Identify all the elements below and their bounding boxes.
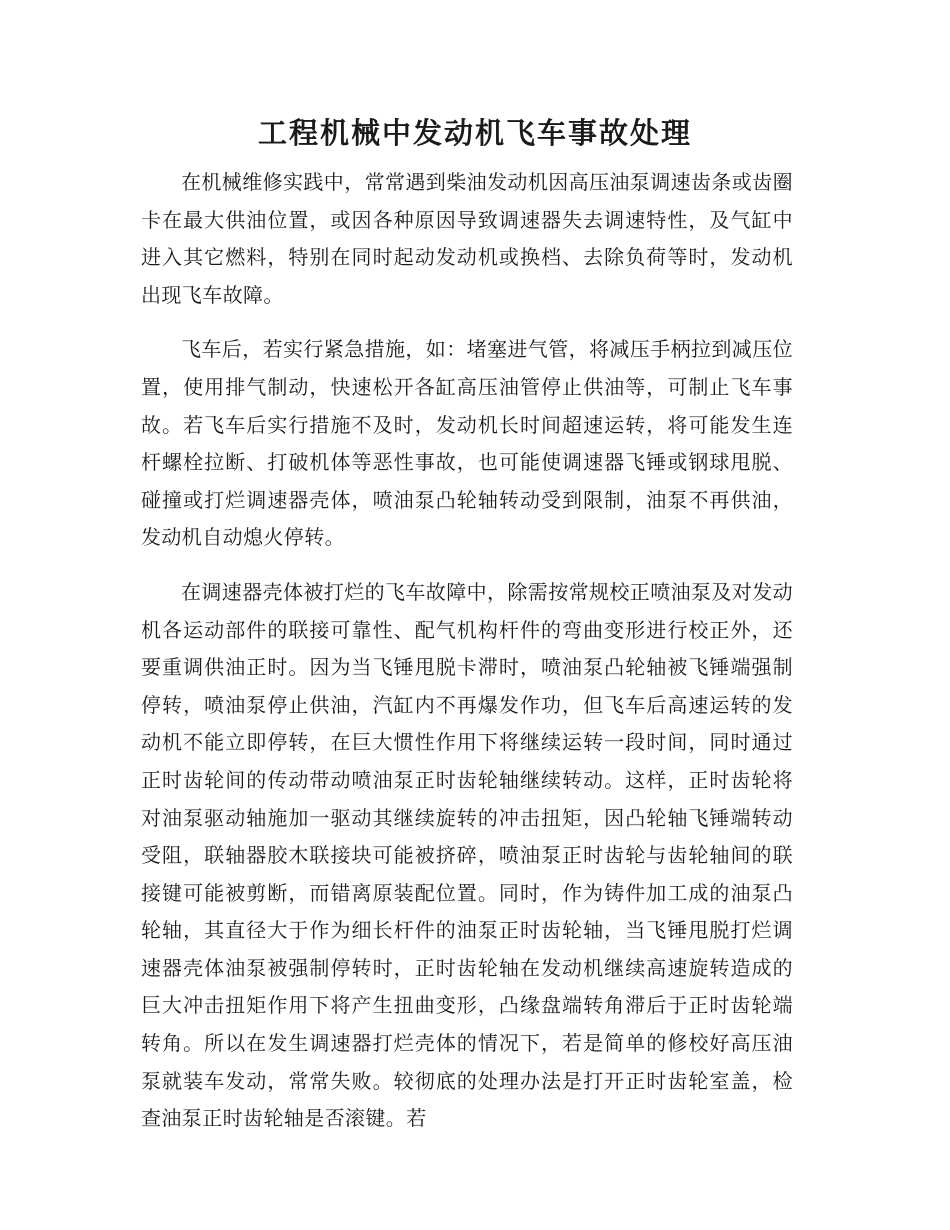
document-title: 工程机械中发动机飞车事故处理 <box>257 116 692 150</box>
document-body <box>141 164 793 1138</box>
paragraph-1: 在机械维修实践中，常常遇到柴油发动机因高压油泵调速齿条或齿圈卡在最大供油位置，或因各种原因导致调速器失去调速特性，及气缸中进入其它燃料，特别在同时起动发动机或换档、去除负荷等时，发动机出现飞车故障。 <box>141 170 793 307</box>
paragraph-3: 在调速器壳体被打烂的飞车故障中，除需按常规校正喷油泵及对发动机各运动部件的联接可靠性、配气机构杆件的弯曲变形进行校正外，还要重调供油正时。因为当飞锤甩脱卡滞时，喷油泵凸轮轴被飞锤端强制停转，喷油泵停止供油，汽缸内不再爆发作功，但飞车后高速运转的发动机不能立即停转，在巨大惯性作用下将继续运转一段时间，同时通过正时齿轮间的传动带动喷油泵正时齿轮轴继续转动。这样，正时齿轮将对油泵驱动轴施加一驱动其继续旋转的冲击扭矩，因凸轮轴飞锤端转动受阻，联轴器胶木联接块可能被挤碎，喷油泵正时齿轮与齿轮轴间的联接键可能被剪断，而错离原装配位置。同时，作为铸件加工成的油泵凸轮轴，其直径大于作为细长杆件的油泵正时齿轮轴，当飞锤甩脱打烂调速器壳体油泵被强制停转时，正时齿轮轴在发动机继续高速旋转造成的巨大冲击扭矩作用下将产生扭曲变形，凸缘盘端转角滞后于正时齿轮端转角。所以在发生调速器打烂壳体的情况下，若是简单的修校好高压油泵就装车发动，常常失败。较彻底的处理办法是打开正时齿轮室盖，检查油泵正时齿轮轴是否滚键。若 <box>141 579 793 1131</box>
paragraph-2: 飞车后，若实行紧急措施，如：堵塞进气管，将减压手柄拉到减压位置，使用排气制动，快速松开各缸高压油管停止供油等，可制止飞车事故。若飞车后实行措施不及时，发动机长时间超速运转，将可能发生连杆螺栓拉断、打破机体等恶性事故，也可能使调速器飞锤或钢球甩脱、碰撞或打烂调速器壳体，喷油泵凸轮轴转动受到限制，油泵不再供油，发动机自动熄火停转。 <box>141 337 793 550</box>
